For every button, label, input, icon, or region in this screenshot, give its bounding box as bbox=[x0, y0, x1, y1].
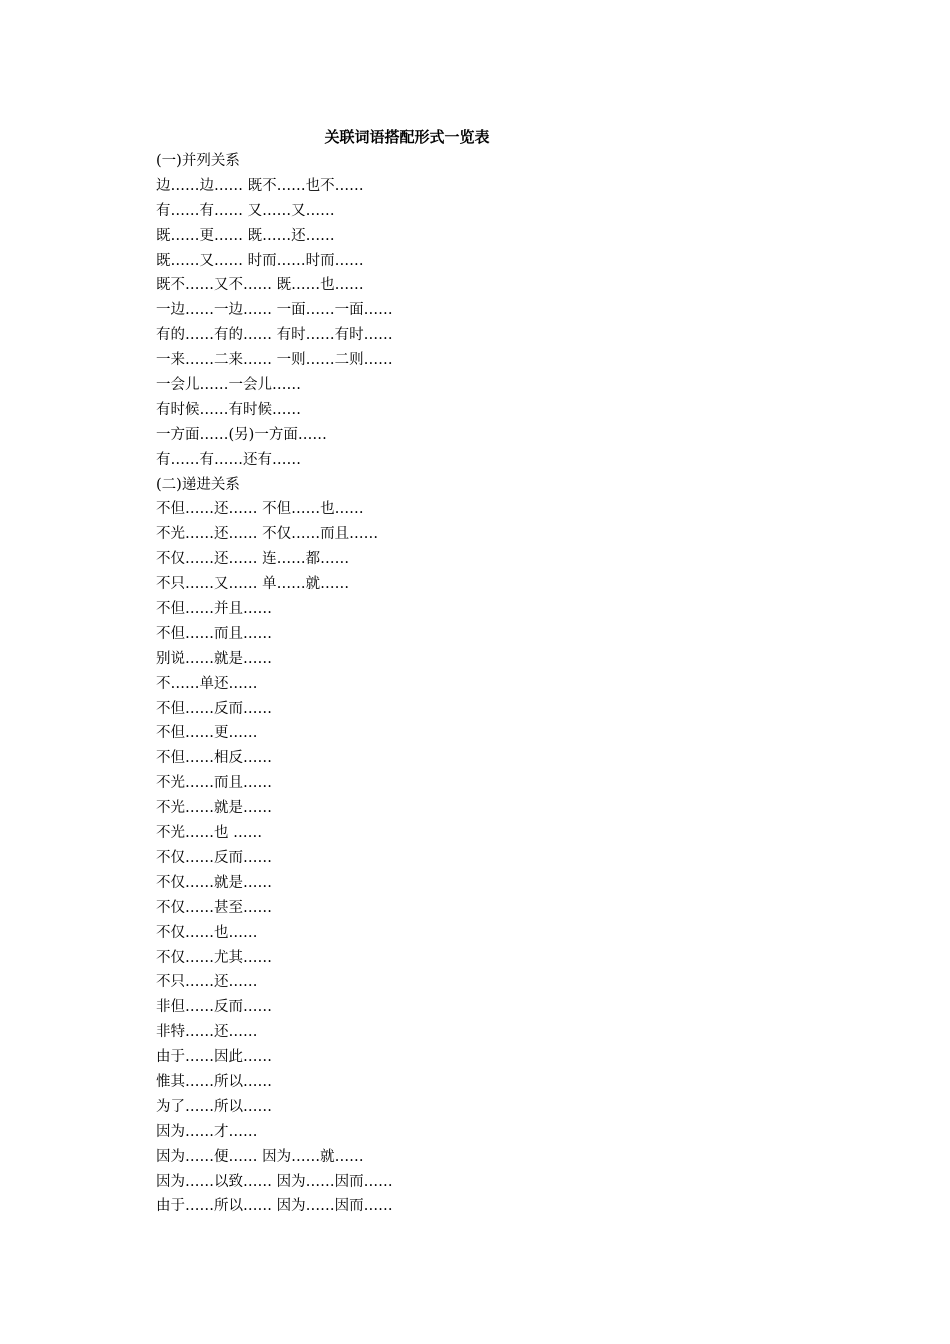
text-line: 既……更…… 既……还…… bbox=[156, 227, 335, 244]
text-line: 不但……相反…… bbox=[156, 750, 272, 767]
text-line: 非特……还…… bbox=[156, 1024, 258, 1041]
document-title: 关联词语搭配形式一览表 bbox=[324, 128, 490, 146]
text-line: (一)并列关系 bbox=[156, 153, 240, 169]
text-line: 不仅……尤其…… bbox=[156, 949, 272, 966]
text-line: 既不……又不…… 既……也…… bbox=[156, 277, 364, 294]
text-line: 不只……还…… bbox=[156, 974, 258, 991]
text-line: 别说……就是…… bbox=[156, 650, 272, 667]
text-line: 一会儿……一会儿…… bbox=[156, 377, 301, 394]
text-line: 不仅……就是…… bbox=[156, 874, 272, 891]
text-line: (二)递进关系 bbox=[156, 476, 240, 493]
text-line: 不但……还…… 不但……也…… bbox=[156, 501, 364, 518]
text-line: 为了……所以…… bbox=[156, 1098, 272, 1115]
text-line: 不仅……甚至…… bbox=[156, 899, 272, 916]
text-line: 不但……更…… bbox=[156, 725, 258, 742]
text-line: 由于……因此…… bbox=[156, 1049, 272, 1066]
text-line: 有时候……有时候…… bbox=[156, 401, 301, 418]
text-line: 一边……一边…… 一面……一面…… bbox=[156, 302, 393, 319]
text-line: 不仅……还…… 连……都…… bbox=[156, 551, 350, 568]
text-line: 一来……二来…… 一则……二则…… bbox=[156, 352, 393, 369]
conjunction-list bbox=[156, 149, 756, 1219]
text-line: 一方面……(另)一方面…… bbox=[156, 426, 327, 443]
text-line: 不只……又…… 单……就…… bbox=[156, 576, 350, 593]
text-line: 不光……也 …… bbox=[156, 825, 263, 842]
text-line: 不但……并且…… bbox=[156, 601, 272, 618]
text-line: 有……有……还有…… bbox=[156, 451, 301, 468]
text-line: 因为……才…… bbox=[156, 1123, 258, 1140]
text-line: 不但……而且…… bbox=[156, 625, 272, 642]
text-line: 有……有…… 又……又…… bbox=[156, 202, 335, 219]
text-line: 不光……还…… 不仅……而且…… bbox=[156, 526, 379, 543]
text-line: 边……边…… 既不……也不…… bbox=[156, 177, 364, 194]
text-line: 既……又…… 时而……时而…… bbox=[156, 252, 364, 269]
text-line: 非但……反而…… bbox=[156, 999, 272, 1016]
text-line: 惟其……所以…… bbox=[156, 1073, 272, 1090]
text-line: 不光……就是…… bbox=[156, 800, 272, 817]
text-line: 不仅……也…… bbox=[156, 924, 258, 941]
text-line: 不……单还…… bbox=[156, 675, 258, 692]
text-line: 因为……以致…… 因为……因而…… bbox=[156, 1173, 393, 1190]
text-line: 有的……有的…… 有时……有时…… bbox=[156, 327, 393, 344]
text-line: 不但……反而…… bbox=[156, 700, 272, 717]
text-line: 不仅……反而…… bbox=[156, 849, 272, 866]
text-line: 不光……而且…… bbox=[156, 775, 272, 792]
text-line: 因为……便…… 因为……就…… bbox=[156, 1148, 364, 1165]
text-line: 由于……所以…… 因为……因而…… bbox=[156, 1198, 393, 1215]
